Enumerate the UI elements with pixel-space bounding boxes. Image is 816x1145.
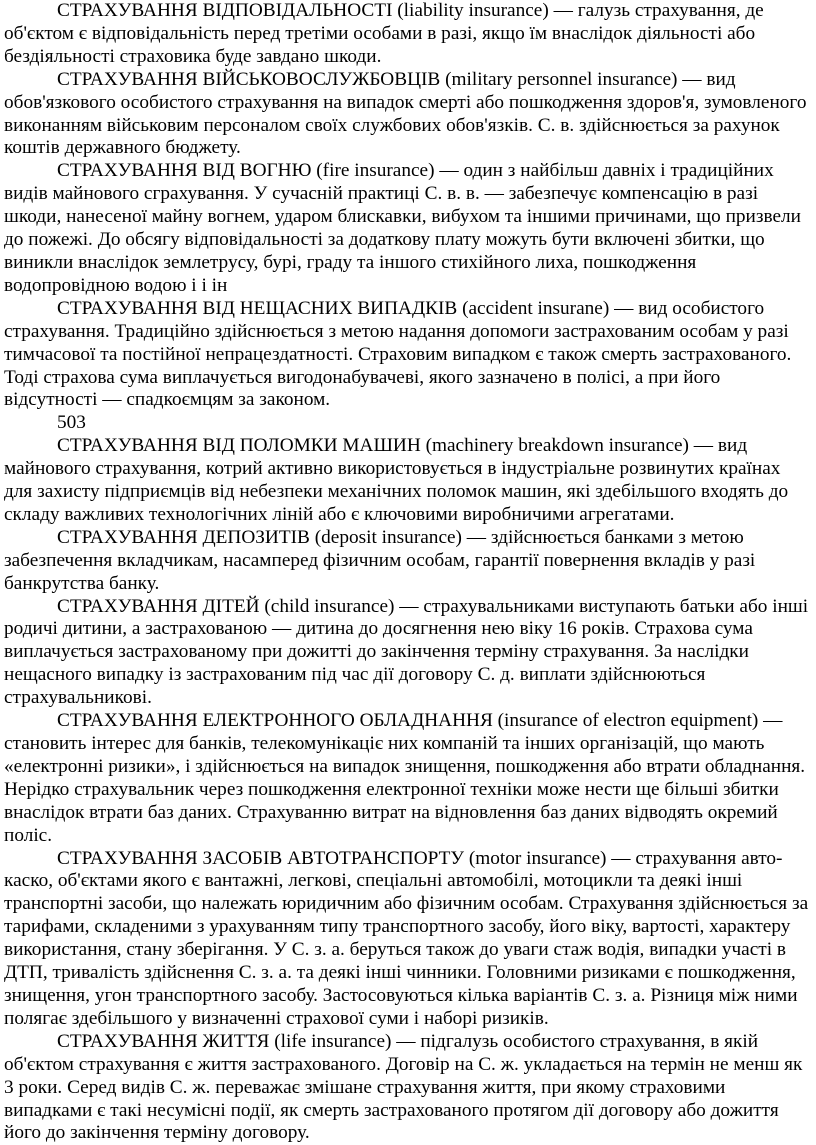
entry-term: СТРАХУВАННЯ ВІД ВОГНЮ [57, 160, 312, 182]
entry-text: (liability insurance) — галузь страхування, де об'єктом є відповідальність перед третіми особами в разі, якщо їм внаслідок діяльності або бездіяльності страховика буде завдано шкоди. [4, 0, 764, 67]
entry-term: СТРАХУВАННЯ ВІД НЕЩАСНИХ ВИПАДКІВ [57, 297, 458, 319]
entry-text: (insurance of electron equipment) — становить інтерес для банків, телекомунікаціє них компаній та інших організацій, що мають «електронні ризики», і здійснюється на випадок знищення, пошкодження або втрати обладнання. Нерідко страхувальник через пошкодження електронної техніки може нести ще більші збитки внаслідок втрати баз даних. Страхуванню витрат на відновлення баз даних відводять окремий поліс. [4, 710, 806, 846]
entry-text: (motor insurance) — страхування авто-каско, об'єктами якого є вантажні, легкові, спеціальні автомобілі, мотоцикли та деякі інші транспортні засоби, що належать юридичним або фізичним особам. Страхування здійснюється за тарифами, складеними з урахуванням типу транспортного засобу, його віку, вартості, характеру використання, стану зберігання. У С. з. а. беруться також до уваги стаж водія, випадки участі в ДТП, тривалість здійснення С. з. а. та деякі інші чинники. Головними ризиками є пошкодження, знищення, угон транспортного засобу. Застосовуються кілька варіантів С. з. а. Різниця між ними полягає здебільшого у визначенні страхової суми і наборі ризиків. [4, 847, 809, 1029]
entry-term: СТРАХУВАННЯ ЕЛЕКТРОННОГО ОБЛАДНАННЯ [57, 710, 493, 732]
entry-text: (machinery breakdown insurance) — вид майнового страхування, котрий активно використовується в індустріальне розвинутих країнах для захисту підприємців від небезпеки механічних поломок машин, які здебільшого входять до складу важливих технологічних ліній або є ключовими виробничими агрегатами. [4, 435, 789, 525]
entry-term: СТРАХУВАННЯ ЖИТТЯ [57, 1030, 270, 1052]
entry-text: (military personnel insurance) — вид обов'язкового особистого страхування на випадок смерті або пошкодження здоров'я, зумовленого виконанням військовим персоналом своїх службових обов'язків. С. в. здійснюється за рахунок коштів державного бюджету. [4, 68, 807, 159]
entry-term: СТРАХУВАННЯ ДІТЕЙ [57, 595, 260, 617]
entry-term: СТРАХУВАННЯ ЗАСОБІВ АВТОТРАНСПОРТУ [57, 847, 465, 869]
entry-life-insurance [4, 1031, 813, 1145]
entry-term: СТРАХУВАННЯ ВІД ПОЛОМКИ МАШИН [57, 435, 421, 457]
entry-machinery-breakdown-insurance [4, 435, 813, 527]
entry-text: (fire insurance) — один з найбільш давніх і традиційних видів майнового сграхування. У сучасній практиці С. в. в. — забезпечує компенсацію в разі шкоди, нанесеної майну вогнем, ударом блискавки, вибухом та іншими причинами, що призвели до пожежі. До обсягу відповідальності за додаткову плату можуть бути включені збитки, що виникли внаслідок землетрусу, бурі, граду та іншого стихійного лиха, пошкодження водопровідною водою і і ін [4, 160, 801, 296]
entry-motor-insurance [4, 848, 813, 1031]
entry-deposit-insurance [4, 527, 813, 596]
entry-text: (accident insurane) — вид особистого страхування. Традиційно здійснюється з метою надання допомоги застрахованим особам у разі тимчасової та постійної непрацездатності. Страховим випадком є також смерть застрахованого. Тоді страхова сума виплачується вигодонабувачеві, якого зазначено в полісі, а при його відсутності — спадкоємцям за законом. [4, 297, 792, 411]
entry-text: (deposit insurance) — здійснюється банками з метою забезпечення вкладчикам, насамперед фізичним особам, гарантії повернення вкладів у разі банкрутства банку. [4, 526, 756, 594]
entry-term: СТРАХУВАННЯ ДЕПОЗИТІВ [57, 526, 310, 548]
entry-child-insurance [4, 596, 813, 711]
entry-term: СТРАХУВАННЯ ВІДПОВІДАЛЬНОСТІ [57, 0, 393, 21]
entry-term: СТРАХУВАННЯ ВІЙСЬКОВОСЛУЖБОВЦІВ [57, 68, 441, 90]
entry-text: (life insurance) — підгалузь особистого страхування, в якій об'єктом страхування є життя застрахованого. Договір на С. ж. укладається на термін не менш як 3 роки. Серед видів С. ж. переважає змішане страхування життя, при якому страховими випадками є такі несумісні події, як смерть застрахованого протягом дії договору або дожиття його до закінчення терміну договору. [4, 1030, 803, 1144]
entry-military-personnel-insurance [4, 69, 813, 161]
entry-text: (child insurance) — страхувальниками виступають батьки або інші родичі дитини, а застрахованою — дитина до досягнення нею віку 16 років. Страхова сума виплачується застрахованому при дожитті до закінчення терміну страхування. За наслідки нещасного випадку із застрахованим під час дії договору С. д. виплати здійснюються страхувальникові. [4, 595, 809, 709]
entry-fire-insurance [4, 160, 813, 297]
page-number: 503 [57, 412, 86, 434]
entry-liability-insurance [4, 0, 813, 69]
entry-accident-insurance [4, 298, 813, 413]
entry-electronic-equipment-insurance [4, 710, 813, 847]
